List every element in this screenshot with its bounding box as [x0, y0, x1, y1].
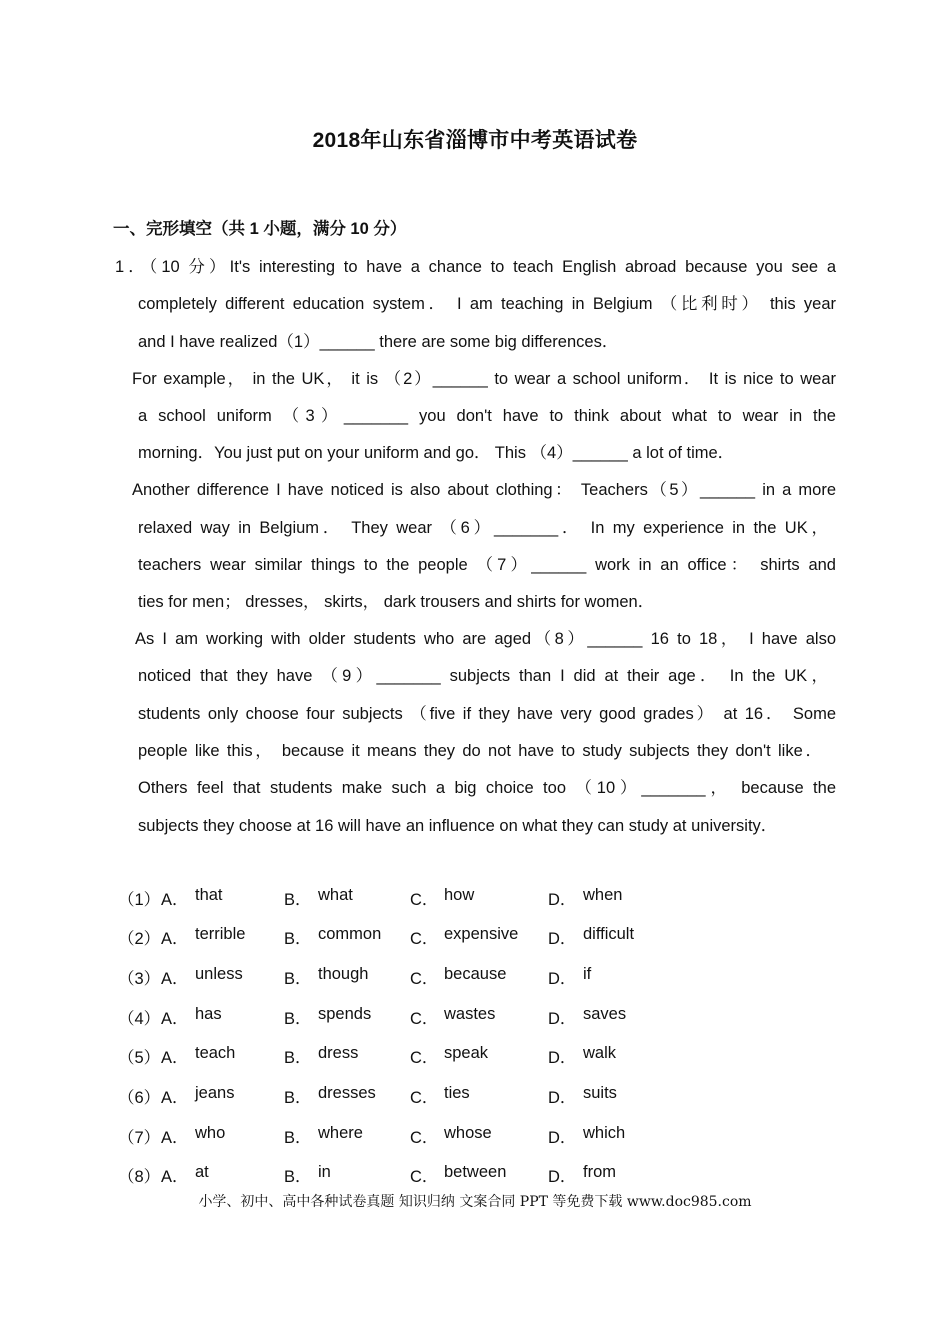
option-b-letter: B．: [284, 1049, 312, 1067]
option-b-text[interactable]: spends: [318, 1005, 372, 1023]
question-number: （1）: [118, 891, 161, 909]
option-d-letter: D．: [548, 1168, 577, 1186]
section-heading: 一、完形填空（共 1 小题，满分 10 分）: [113, 220, 407, 238]
option-c-text[interactable]: wastes: [444, 1005, 496, 1023]
option-d-letter: D．: [548, 891, 577, 909]
passage-line: people like this， because it means they do not have to study subjects they don't like．: [138, 742, 822, 760]
option-d-letter: D．: [548, 1089, 577, 1107]
option-c-letter: C．: [410, 1129, 439, 1147]
option-a-text[interactable]: teach: [195, 1044, 236, 1062]
passage-line: completely different education system． I am teaching in Belgium （比利时） this year: [138, 295, 836, 313]
option-b-letter: B．: [284, 1089, 312, 1107]
option-d-letter: D．: [548, 930, 577, 948]
option-c-letter: C．: [410, 970, 439, 988]
option-a-text[interactable]: that: [195, 886, 223, 904]
option-c-text[interactable]: between: [444, 1163, 507, 1181]
option-b-text[interactable]: common: [318, 925, 382, 943]
question-number: （5）: [118, 1049, 161, 1067]
option-d-letter: D．: [548, 970, 577, 988]
passage-line: and I have realized（1）______ there are some big differences．: [138, 333, 619, 351]
option-b-letter: B．: [284, 970, 312, 988]
option-a-letter: A．: [161, 1168, 189, 1186]
option-c-letter: C．: [410, 930, 439, 948]
passage-line: As I am working with older students who are aged（8）______ 16 to 18， I have also: [135, 630, 836, 648]
page-footer: 小学、初中、高中各种试卷真题 知识归纳 文案合同 PPT 等免费下载 www.doc985.com: [198, 1194, 752, 1210]
option-a-text[interactable]: at: [195, 1163, 209, 1181]
question-number: （2）: [118, 930, 161, 948]
question-number: （3）: [118, 970, 161, 988]
option-b-text[interactable]: dresses: [318, 1084, 376, 1102]
option-a-text[interactable]: unless: [195, 965, 243, 983]
option-a-letter: A．: [161, 930, 189, 948]
option-b-text[interactable]: dress: [318, 1044, 359, 1062]
option-a-letter: A．: [161, 1049, 189, 1067]
passage-line: ties for men； dresses， skirts， dark trousers and shirts for women．: [138, 593, 655, 611]
option-b-text[interactable]: where: [318, 1124, 363, 1142]
option-b-text[interactable]: what: [318, 886, 353, 904]
option-c-letter: C．: [410, 1010, 439, 1028]
option-a-text[interactable]: terrible: [195, 925, 246, 943]
passage-line: 1．（10 分）It's interesting to have a chance to teach English abroad because you see a: [115, 258, 836, 276]
passage-line: a school uniform （3）_______ you don't have to think about what to wear in the: [138, 407, 836, 425]
option-c-letter: C．: [410, 1049, 439, 1067]
question-number: （8）: [118, 1168, 161, 1186]
passage-line: Others feel that students make such a big choice too （10）_______， because the: [138, 779, 836, 797]
option-c-letter: C．: [410, 1168, 439, 1186]
option-c-text[interactable]: whose: [444, 1124, 492, 1142]
option-c-letter: C．: [410, 1089, 439, 1107]
option-d-text[interactable]: from: [583, 1163, 616, 1181]
option-d-text[interactable]: difficult: [583, 925, 635, 943]
option-c-text[interactable]: speak: [444, 1044, 489, 1062]
option-b-letter: B．: [284, 1129, 312, 1147]
question-number: （7）: [118, 1129, 161, 1147]
option-b-letter: B．: [284, 1010, 312, 1028]
option-d-letter: D．: [548, 1129, 577, 1147]
option-a-text[interactable]: jeans: [195, 1084, 235, 1102]
option-b-letter: B．: [284, 891, 312, 909]
question-number: （4）: [118, 1010, 161, 1028]
option-a-letter: A．: [161, 1129, 189, 1147]
option-d-text[interactable]: suits: [583, 1084, 617, 1102]
passage-line: students only choose four subjects （five if they have very good grades） at 16． Some: [138, 705, 836, 723]
option-a-letter: A．: [161, 1089, 189, 1107]
option-a-text[interactable]: has: [195, 1005, 222, 1023]
passage-line: relaxed way in Belgium． They wear （6）_______． In my experience in the UK，: [138, 519, 828, 537]
option-c-letter: C．: [410, 891, 439, 909]
option-a-letter: A．: [161, 970, 189, 988]
question-number: （6）: [118, 1089, 161, 1107]
option-b-text[interactable]: though: [318, 965, 369, 983]
option-d-text[interactable]: saves: [583, 1005, 627, 1023]
passage-line: Another difference I have noticed is also about clothing： Teachers（5）______ in a more: [132, 481, 836, 499]
passage-line: subjects they choose at 16 will have an influence on what they can study at university．: [138, 817, 778, 835]
option-c-text[interactable]: how: [444, 886, 475, 904]
option-b-letter: B．: [284, 1168, 312, 1186]
option-d-text[interactable]: if: [583, 965, 592, 983]
option-c-text[interactable]: expensive: [444, 925, 519, 943]
option-b-text[interactable]: in: [318, 1163, 331, 1181]
option-c-text[interactable]: because: [444, 965, 507, 983]
passage-line: For example， in the UK， it is （2）______ to wear a school uniform． It is nice to wear: [132, 370, 836, 388]
option-c-text[interactable]: ties: [444, 1084, 470, 1102]
option-d-text[interactable]: which: [583, 1124, 626, 1142]
option-d-text[interactable]: when: [583, 886, 623, 904]
passage-line: teachers wear similar things to the people （7）______ work in an office： shirts and: [138, 556, 836, 574]
option-d-letter: D．: [548, 1010, 577, 1028]
passage-line: noticed that they have （9）_______ subjects than I did at their age． In the UK，: [138, 667, 828, 685]
passage-line: morning．You just put on your uniform and go． This （4）______ a lot of time．: [138, 444, 735, 462]
option-a-text[interactable]: who: [195, 1124, 226, 1142]
document-title: 2018年山东省淄博市中考英语试卷: [312, 129, 638, 152]
option-d-letter: D．: [548, 1049, 577, 1067]
option-a-letter: A．: [161, 1010, 189, 1028]
option-b-letter: B．: [284, 930, 312, 948]
option-a-letter: A．: [161, 891, 189, 909]
option-d-text[interactable]: walk: [583, 1044, 617, 1062]
